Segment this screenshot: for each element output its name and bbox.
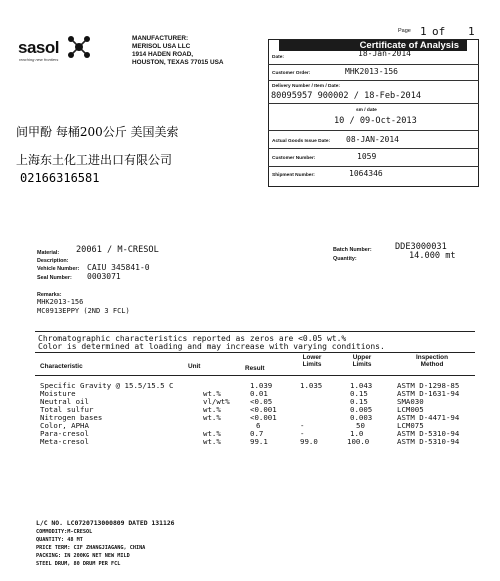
footer-quantity: QUANTITY: 48 MT bbox=[36, 537, 83, 543]
row-upper: 50 bbox=[356, 421, 365, 430]
molecule-logo-icon bbox=[66, 34, 92, 64]
row-method: ASTM D-1298-85 bbox=[397, 381, 460, 390]
footer-commodity: COMMODITY:M-CRESOL bbox=[36, 529, 93, 535]
row-upper: 1.0 bbox=[350, 429, 364, 438]
row-characteristic: Color, APHA bbox=[40, 421, 89, 430]
customer-order-label: Customer Order: bbox=[272, 71, 311, 76]
overlay-phone: 02166316581 bbox=[20, 171, 100, 185]
footer-drum-count: STEEL DRUM, 80 DRUM PER FCL bbox=[36, 561, 121, 567]
row-lower: - bbox=[300, 421, 305, 430]
row-lower: 1.035 bbox=[300, 381, 323, 390]
row-upper: 100.0 bbox=[347, 437, 370, 446]
row-upper: 1.043 bbox=[350, 381, 373, 390]
row-unit: wt.% bbox=[203, 413, 221, 422]
header-upper-limits: Upper Limits bbox=[352, 354, 372, 368]
notes-top-rule bbox=[35, 331, 475, 332]
divider bbox=[268, 130, 479, 131]
divider bbox=[268, 80, 479, 81]
row-method: ASTM D-5310-94 bbox=[397, 429, 460, 438]
row-result: 6 bbox=[256, 421, 261, 430]
date-value: 18-Jan-2014 bbox=[358, 49, 411, 58]
page-number: 1 bbox=[420, 25, 427, 38]
delivery-value: 80095957 900002 / 18-Feb-2014 bbox=[271, 91, 422, 101]
quantity-value: 14.000 mt bbox=[409, 251, 456, 261]
date-label: Date: bbox=[272, 55, 284, 60]
sm-label: sm / date bbox=[356, 108, 377, 113]
company-logo-text: sasol bbox=[18, 38, 59, 57]
footer-price-term: PRICE TERM: CIF ZHANGJIAGANG, CHINA bbox=[36, 545, 146, 551]
row-result: 1.039 bbox=[250, 381, 273, 390]
material-value: 20061 / M-CRESOL bbox=[76, 245, 159, 255]
page-total: 1 bbox=[468, 25, 475, 38]
row-characteristic: Meta-cresol bbox=[40, 437, 89, 446]
table-header-rule bbox=[35, 375, 475, 376]
row-result: 0.01 bbox=[250, 389, 268, 398]
seal-value: 0003071 bbox=[87, 272, 121, 281]
header-lower-limits: Lower Limits bbox=[302, 354, 322, 368]
row-upper: 0.005 bbox=[350, 405, 373, 414]
header-inspection-method: Inspection Method bbox=[416, 354, 448, 368]
customer-order-value: MHK2013-156 bbox=[345, 67, 398, 76]
row-result: 99.1 bbox=[250, 437, 268, 446]
sm-value: 10 / 09-Oct-2013 bbox=[334, 116, 417, 126]
material-label: Material: bbox=[37, 250, 60, 256]
batch-label: Batch Number: bbox=[333, 247, 372, 253]
delivery-label: Delivery Number / Item / Date: bbox=[272, 84, 340, 89]
row-characteristic: Neutral oil bbox=[40, 397, 89, 406]
overlay-company-name: 上海东土化工进出口有限公司 bbox=[16, 153, 173, 167]
row-method: SMA030 bbox=[397, 397, 424, 406]
goods-issue-label: Actual Goods Issue Date: bbox=[272, 139, 331, 144]
divider bbox=[268, 103, 479, 104]
row-result: <0.001 bbox=[250, 413, 277, 422]
row-upper: 0.003 bbox=[350, 413, 373, 422]
zero-reporting-note: Chromatographic characteristics reported as zeros are <0.05 wt.% bbox=[38, 334, 347, 343]
row-lower: 99.0 bbox=[300, 437, 318, 446]
row-result: <0.05 bbox=[250, 397, 273, 406]
footer-packing: PACKING: IN 200KG NET NEW MILD bbox=[36, 553, 130, 559]
vehicle-value: CAIU 345841-0 bbox=[87, 263, 150, 272]
row-result: 0.7 bbox=[250, 429, 264, 438]
row-unit: vl/wt% bbox=[203, 397, 230, 406]
manufacturer-line: MERISOL USA LLC bbox=[132, 43, 191, 50]
manufacturer-line: 1914 HADEN ROAD, bbox=[132, 51, 194, 58]
description-label: Description: bbox=[37, 258, 69, 264]
certificate-box bbox=[268, 39, 479, 187]
company-logo-tagline: reaching new frontiers bbox=[19, 57, 59, 62]
batch-value: DDE3000031 bbox=[395, 242, 447, 252]
overlay-product-note: 间甲酚 每桶200公斤 美国美索 bbox=[16, 125, 179, 139]
customer-number-value: 1059 bbox=[357, 152, 377, 161]
page-of: of bbox=[432, 25, 446, 38]
row-unit: wt.% bbox=[203, 389, 221, 398]
row-characteristic: Moisture bbox=[40, 389, 76, 398]
remarks-label: Remarks: bbox=[37, 292, 62, 298]
row-method: ASTM D-4471-94 bbox=[397, 413, 460, 422]
customer-number-label: Customer Number: bbox=[272, 156, 316, 161]
shipment-label: Shipment Number: bbox=[272, 173, 315, 178]
seal-label: Seal Number: bbox=[37, 275, 72, 281]
divider bbox=[268, 148, 479, 149]
divider bbox=[268, 64, 479, 65]
row-upper: 0.15 bbox=[350, 397, 368, 406]
header-result: Result bbox=[245, 365, 265, 372]
page-label: Page bbox=[398, 28, 411, 34]
manufacturer-line: MANUFACTURER: bbox=[132, 35, 189, 42]
color-note: Color is determined at loading and may increase with varying conditions. bbox=[38, 342, 385, 351]
row-method: LCM005 bbox=[397, 405, 424, 414]
lc-number: L/C NO. LC0720713000809 DATED 131126 bbox=[36, 519, 175, 527]
row-unit: wt.% bbox=[203, 429, 221, 438]
remarks-line: MC0913EPPY (2ND 3 FCL) bbox=[37, 307, 130, 315]
row-lower: - bbox=[300, 429, 305, 438]
row-characteristic: Specific Gravity @ 15.5/15.5 C bbox=[40, 381, 174, 390]
quantity-label: Quantity: bbox=[333, 256, 357, 262]
divider bbox=[268, 166, 479, 167]
manufacturer-address bbox=[132, 35, 224, 67]
header-unit: Unit bbox=[188, 363, 201, 370]
goods-issue-value: 08-JAN-2014 bbox=[346, 135, 399, 144]
row-method: ASTM D-5310-94 bbox=[397, 437, 460, 446]
row-method: LCM075 bbox=[397, 421, 424, 430]
row-characteristic: Total sulfur bbox=[40, 405, 94, 414]
shipment-value: 1064346 bbox=[349, 169, 383, 178]
row-result: <0.001 bbox=[250, 405, 277, 414]
manufacturer-line: HOUSTON, TEXAS 77015 USA bbox=[132, 59, 224, 66]
certificate-title: Certificate of Analysis bbox=[279, 40, 467, 51]
row-unit: wt.% bbox=[203, 405, 221, 414]
vehicle-label: Vehicle Number: bbox=[37, 266, 80, 272]
row-upper: 0.15 bbox=[350, 389, 368, 398]
row-characteristic: Para-cresol bbox=[40, 429, 89, 438]
header-characteristic: Characteristic bbox=[40, 363, 83, 370]
row-method: ASTM D-1631-94 bbox=[397, 389, 460, 398]
row-characteristic: Nitrogen bases bbox=[40, 413, 103, 422]
row-unit: wt.% bbox=[203, 437, 221, 446]
notes-bottom-rule bbox=[35, 352, 475, 353]
remarks-line: MHK2013-156 bbox=[37, 298, 84, 306]
